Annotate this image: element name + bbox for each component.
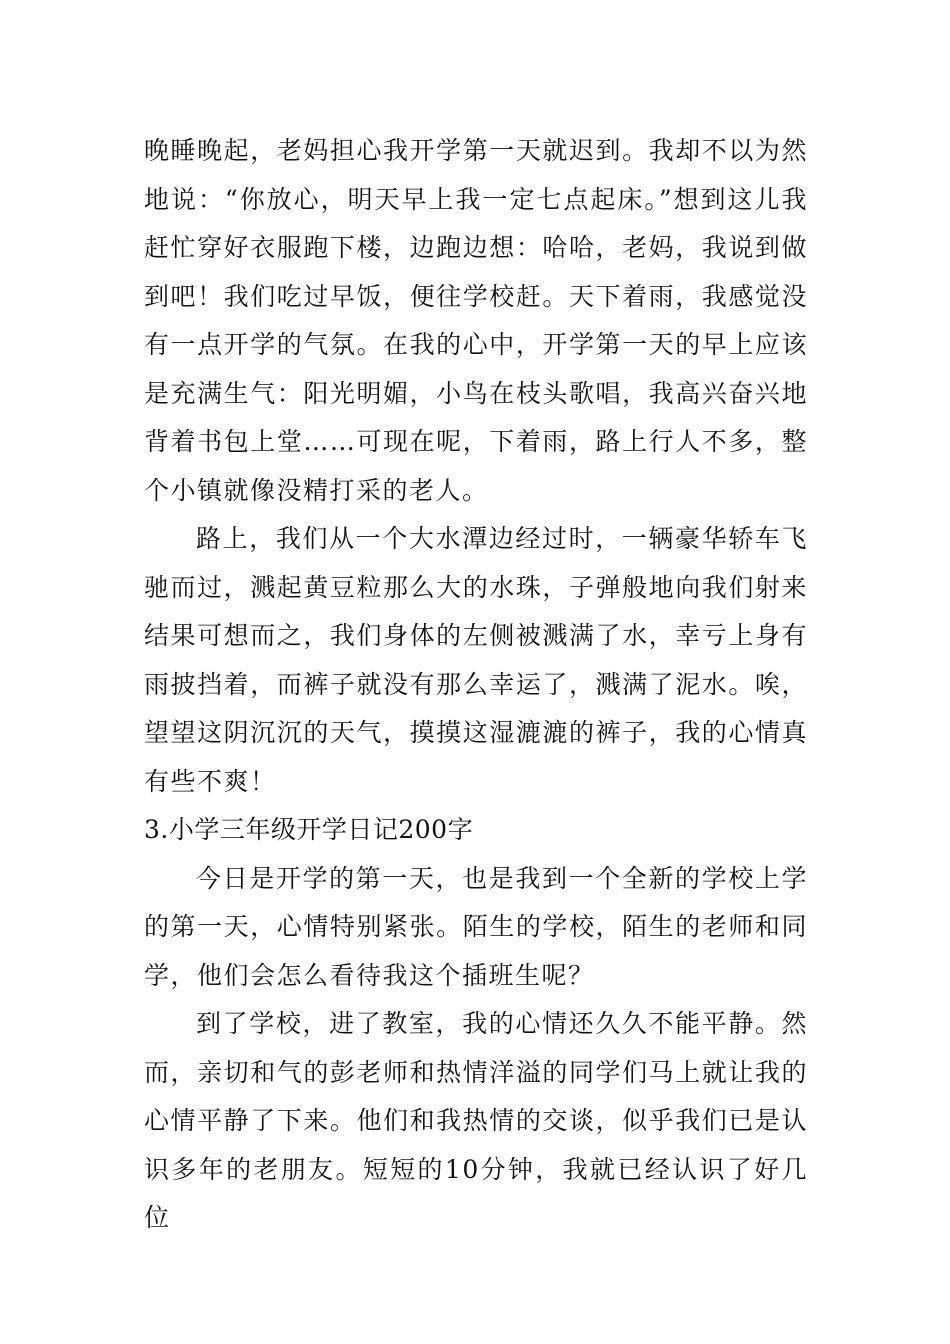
- section-heading: 3.小学三年级开学日记200字: [144, 815, 474, 844]
- paragraph-3: 今日是开学的第一天，也是我到一个全新的学校上学的第一天，心情特别紧张。陌生的学校，陌生的老师和同学，他们会怎么看待我这个插班生呢？: [144, 863, 808, 990]
- paragraph-1: 晚睡晚起，老妈担心我开学第一天就迟到。我却不以为然地说：“你放心，明天早上我一定七点起床。”想到这儿我赶忙穿好衣服跑下楼，边跑边想：哈哈，老妈，我说到做到吧！我们吃过早饭，便往学校赶。天下着雨，我感觉没有一点开学的气氛。在我的心中，开学第一天的早上应该是充满生气：阳光明媚，小鸟在枝头歌唱，我高兴奋兴地背着书包上堂……可现在呢，下着雨，路上行人不多，整个小镇就像没精打采的老人。: [144, 136, 808, 505]
- document-body: [144, 127, 808, 1243]
- paragraph-4: 到了学校，进了教室，我的心情还久久不能平静。然而，亲切和气的彭老师和热情洋溢的同学们马上就让我的心情平静了下来。他们和我热情的交谈，似乎我们已是认识多年的老朋友。短短的10分钟，我就已经认识了好几位: [144, 1009, 808, 1232]
- paragraph-2: 路上，我们从一个大水潭边经过时，一辆豪华轿车飞驰而过，溅起黄豆粒那么大的水珠，子弹般地向我们射来结果可想而之，我们身体的左侧被溅满了水，幸亏上身有雨披挡着，而裤子就没有那么幸运了，溅满了泥水。唉，望望这阴沉沉的天气，摸摸这湿漉漉的裤子，我的心情真有些不爽！: [144, 524, 808, 796]
